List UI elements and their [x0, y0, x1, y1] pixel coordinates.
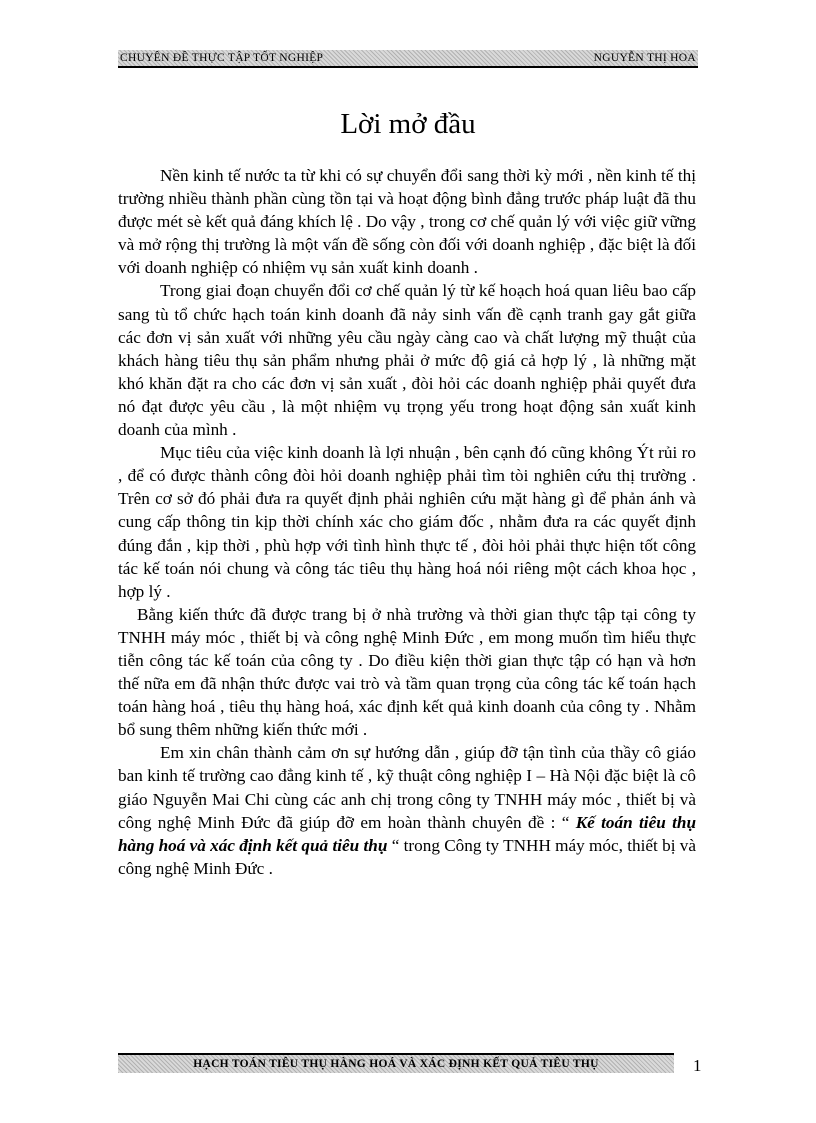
paragraph-3: Mục tiêu của việc kinh doanh là lợi nhuận , bên cạnh đó cũng không Ýt rủi ro , để có được thành công đòi hỏi doanh nghiệp phải tìm tòi nghiên cứu thị trường . Trên cơ sở đó phải đưa ra quyết định phải nghiên cứu mặt hàng gì để phản ánh và cung cấp thông tin kịp thời chính xác cho giám đốc , nhằm đưa ra các quyết định đúng đắn , kịp thời , phù hợp với tình hình thực tế , đòi hỏi phải thực hiện tốt công tác kế toán nói chung và công tác tiêu thụ hàng hoá nói riêng một cách khoa học , hợp lý . [118, 443, 696, 601]
document-body [118, 164, 696, 880]
page-number: 1 [693, 1056, 702, 1075]
page-footer [118, 1053, 674, 1073]
page-header [118, 50, 698, 68]
header-author-name: NGUYỄN THỊ HOA [593, 52, 696, 64]
header-document-type: CHUYÊN ĐỀ THỰC TẬP TỐT NGHIỆP [120, 52, 324, 64]
footer-topic-title: HẠCH TOÁN TIÊU THỤ HÀNG HOÁ VÀ XÁC ĐỊNH KẾT QUẢ TIÊU THỤ [193, 1058, 599, 1070]
page-title: Lời mở đầu [340, 108, 476, 140]
paragraph-5 [118, 741, 696, 880]
paragraph-2: Trong giai đoạn chuyển đổi cơ chế quản lý từ kế hoạch hoá quan liêu bao cấp sang tù tổ chức hạch toán kinh doanh đã nảy sinh vấn đề cạnh tranh gay gắt giữa các đơn vị sản xuất với những yêu cầu ngày càng cao và chất lượng mỹ thuật của khách hàng tiêu thụ sản phẩm nhưng phải ở mức độ giá cả hợp lý , là những mặt khó khăn đặt ra cho các đơn vị sản xuất , đòi hỏi các doanh nghiệp phải quyết đưa nó đạt được yêu cầu , là một nhiệm vụ trọng yếu trong hoạt động sản xuất kinh doanh của mình . [118, 281, 696, 440]
thesis-topic: Kế toán tiêu thụ hàng hoá và xác định kết quả tiêu thụ [118, 812, 697, 855]
paragraph-5-intro: Em xin chân thành cảm ơn sự hướng dẫn , giúp đỡ tận tình của thầy cô giáo ban kinh tế trường cao đẳng kinh tế , kỹ thuật công nghiệp I – Hà Nội đặc biệt là cô giáo Nguyễn Mai Chi cùng các anh chị trong công ty TNHH máy móc , thiết bị và công nghệ Minh Đức đã giúp đỡ em hoàn thành chuyên đề : “ [118, 743, 696, 832]
paragraph-4: Bằng kiến thức đã được trang bị ở nhà trường và thời gian thực tập tại công ty TNHH máy móc , thiết bị và công nghệ Minh Đức , em mong muốn tìm hiểu thực tiễn công tác kế toán của công ty . Do điều kiện thời gian thực tập có hạn và hơn thế nữa em đã nhận thức được vai trò và tầm quan trọng của công tác kế toán hạch toán hàng hoá , tiêu thụ hàng hoá, xác định kết quả kinh doanh của công ty . Nhằm bổ sung thêm những kiến thức mới . [118, 604, 696, 740]
paragraph-5-end: “ trong Công ty TNHH máy móc, thiết bị và công nghệ Minh Đức . [118, 835, 696, 878]
paragraph-1: Nền kinh tế nước ta từ khi có sự chuyển đổi sang thời kỳ mới , nền kinh tế thị trường nhiều thành phần cùng tồn tại và hoạt động bình đẳng trước pháp luật đã thu được mét sè kết quả đáng khích lệ . Do vậy , trong cơ chế quản lý với việc giữ vững và mở rộng thị trường là một vấn đề sống còn đối với doanh nghiệp , đặc biệt là đối với doanh nghiệp có nhiệm vụ sản xuất kinh doanh . [118, 166, 696, 278]
